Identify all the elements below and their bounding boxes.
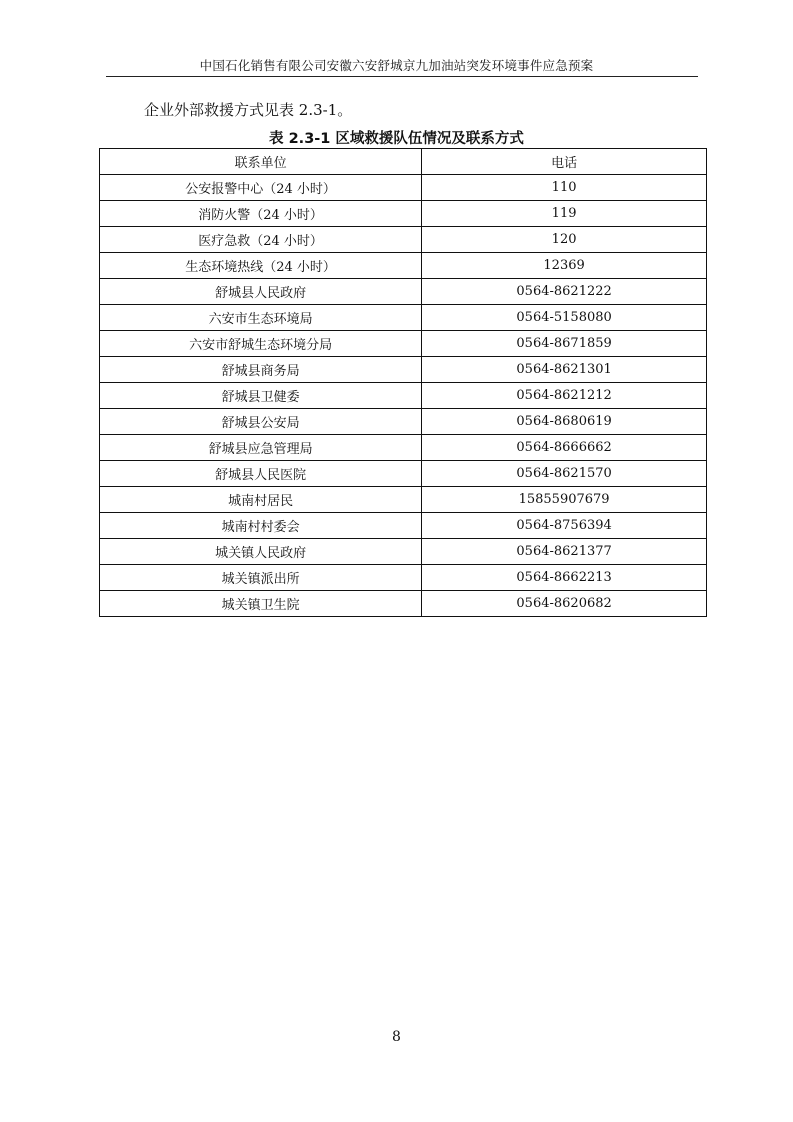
contact-unit-cell: 舒城县公安局: [100, 409, 422, 435]
contact-unit-cell: 消防火警（24 小时）: [100, 201, 422, 227]
contact-phone-cell: 0564-8756394: [422, 513, 707, 539]
table-header-row: [100, 149, 707, 175]
table-row: [100, 461, 707, 487]
table-row: [100, 175, 707, 201]
table-row: [100, 383, 707, 409]
contact-unit-cell: 生态环境热线（24 小时）: [100, 253, 422, 279]
contact-phone-cell: 15855907679: [422, 487, 707, 513]
contact-phone-cell: 12369: [422, 253, 707, 279]
contact-unit-cell: 城关镇卫生院: [100, 591, 422, 617]
table-row: [100, 409, 707, 435]
column-header-phone: 电话: [422, 149, 707, 175]
contact-phone-cell: 0564-8621301: [422, 357, 707, 383]
contact-unit-cell: 六安市舒城生态环境分局: [100, 331, 422, 357]
page-header: 中国石化销售有限公司安徽六安舒城京九加油站突发环境事件应急预案: [199, 58, 594, 73]
contact-phone-cell: 110: [422, 175, 707, 201]
contact-unit-cell: 舒城县卫健委: [100, 383, 422, 409]
contact-unit-cell: 医疗急救（24 小时）: [100, 227, 422, 253]
contact-unit-cell: 城关镇人民政府: [100, 539, 422, 565]
contact-phone-cell: 0564-8620682: [422, 591, 707, 617]
contact-unit-cell: 六安市生态环境局: [100, 305, 422, 331]
table-row: [100, 565, 707, 591]
contact-phone-cell: 0564-8621222: [422, 279, 707, 305]
contact-phone-cell: 0564-8621212: [422, 383, 707, 409]
contact-unit-cell: 城南村居民: [100, 487, 422, 513]
table-row: [100, 591, 707, 617]
contact-unit-cell: 舒城县商务局: [100, 357, 422, 383]
contact-phone-cell: 0564-8662213: [422, 565, 707, 591]
contact-phone-cell: 0564-5158080: [422, 305, 707, 331]
table-body: [100, 175, 707, 617]
contact-phone-cell: 0564-8671859: [422, 331, 707, 357]
table-row: [100, 539, 707, 565]
intro-paragraph: 企业外部救援方式见表 2.3-1。: [144, 101, 353, 119]
table-row: [100, 279, 707, 305]
table-row: [100, 435, 707, 461]
table-row: [100, 513, 707, 539]
contact-unit-cell: 舒城县人民医院: [100, 461, 422, 487]
contact-phone-cell: 120: [422, 227, 707, 253]
contact-unit-cell: 舒城县应急管理局: [100, 435, 422, 461]
contact-unit-cell: 舒城县人民政府: [100, 279, 422, 305]
rescue-contacts-table: [99, 148, 707, 617]
table-caption: 表 2.3-1 区域救援队伍情况及联系方式: [269, 131, 524, 147]
table-row: [100, 201, 707, 227]
header-divider: [106, 76, 698, 77]
table-row: [100, 331, 707, 357]
contact-unit-cell: 城关镇派出所: [100, 565, 422, 591]
page-number: 8: [392, 1029, 401, 1045]
contact-phone-cell: 119: [422, 201, 707, 227]
table-row: [100, 305, 707, 331]
table-row: [100, 227, 707, 253]
table-row: [100, 253, 707, 279]
table-row: [100, 357, 707, 383]
contact-phone-cell: 0564-8666662: [422, 435, 707, 461]
contact-phone-cell: 0564-8621377: [422, 539, 707, 565]
table-row: [100, 487, 707, 513]
column-header-unit: 联系单位: [100, 149, 422, 175]
contact-phone-cell: 0564-8680619: [422, 409, 707, 435]
contact-unit-cell: 公安报警中心（24 小时）: [100, 175, 422, 201]
contact-phone-cell: 0564-8621570: [422, 461, 707, 487]
contact-unit-cell: 城南村村委会: [100, 513, 422, 539]
